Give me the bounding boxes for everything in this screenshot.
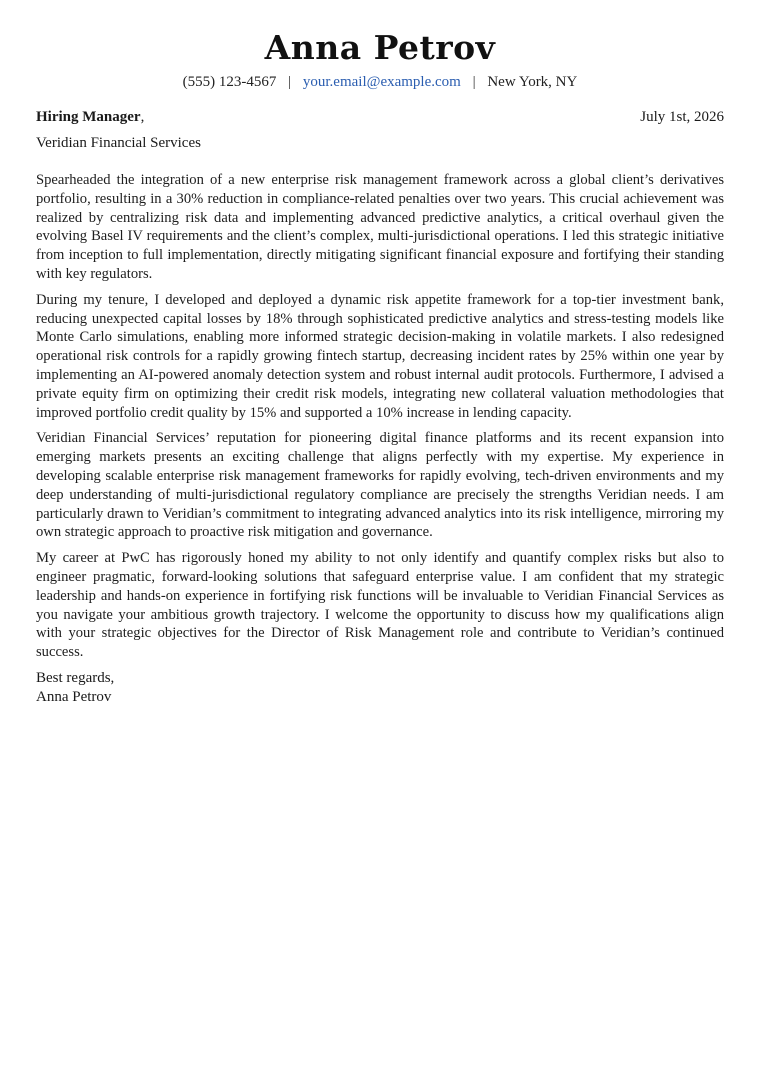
phone-number: (555) 123-4567	[182, 74, 277, 90]
signature-name: Anna Petrov	[36, 688, 112, 705]
applicant-name: Anna Petrov	[264, 28, 496, 67]
body-paragraph: Veridian Financial Services’ reputation for pioneering digital finance platforms and its recent expansion into emerging markets presents an exciting challenge that aligns perfectly with my expertise. My experience in developing scalable enterprise risk management frameworks for rapidly evolving, tech-driven environments and my deep understanding of multi-jurisdictional regulatory compliance are precisely the strengths Veridian needs. I am particularly drawn to Veridian’s commitment to integrating advanced analytics into its risk intelligence, mirroring my own strategic approach to proactive risk mitigation and governance.	[36, 430, 724, 541]
contact-line	[36, 72, 724, 92]
body-paragraph: My career at PwC has rigorously honed my ability to not only identify and quantify complex risks but also to engineer pragmatic, forward-looking solutions that safeguard enterprise value. I am confident that my strategic leadership and hands-on experience in fortifying risk functions will be invaluable to Veridian Financial Services as you navigate your ambitious growth trajectory. I welcome the opportunity to discuss how my qualifications align with your strategic objectives for the Director of Risk Management role and contribute to Veridian’s continued success.	[36, 550, 724, 661]
recipient-line	[36, 107, 144, 127]
body-paragraph: During my tenure, I developed and deployed a dynamic risk appetite framework for a top-tier investment bank, reducing unexpected capital losses by 18% through sophisticated predictive analytics and stress-testing models like Monte Carlo simulations, enabling more informed strategic decision-making in volatile markets. I also redesigned operational risk controls for a rapidly growing fintech startup, decreasing incident rates by 25% within one year by implementing an AI-powered anomaly detection system and robust internal audit protocols. Furthermore, I advised a private equity firm on optimizing their credit risk models, integrating new collateral valuation methodologies that improved portfolio credit quality by 15% and supported a 10% increase in lending capacity.	[36, 291, 724, 421]
closing-salutation: Best regards,	[36, 669, 115, 686]
body-paragraph: Spearheaded the integration of a new enterprise risk management framework across a global client’s derivatives portfolio, resulting in a 30% reduction in compliance-related penalties over two years. This crucial achievement was realized by centralizing risk data and implementing advanced predictive analytics, a critical overhaul given the evolving Basel IV requirements and the client’s complex, multi-jurisdictional operations. I led this strategic initiative from inception to full implementation, directly mitigating significant financial exposure and fortifying their standing with key regulators.	[36, 172, 724, 282]
letter-date: July 1st, 2026	[640, 109, 724, 125]
recipient-date-row	[36, 107, 724, 127]
recipient-company: Veridian Financial Services	[36, 135, 201, 151]
contact-separator: |	[288, 74, 292, 90]
contact-separator: |	[472, 74, 476, 90]
recipient-name: Hiring Manager	[36, 109, 141, 125]
letter-body	[36, 171, 724, 662]
closing-block	[36, 669, 724, 707]
recipient-name-suffix: ,	[140, 109, 145, 125]
location: New York, NY	[487, 74, 578, 90]
email-link[interactable]: your.email@example.com	[302, 74, 461, 90]
